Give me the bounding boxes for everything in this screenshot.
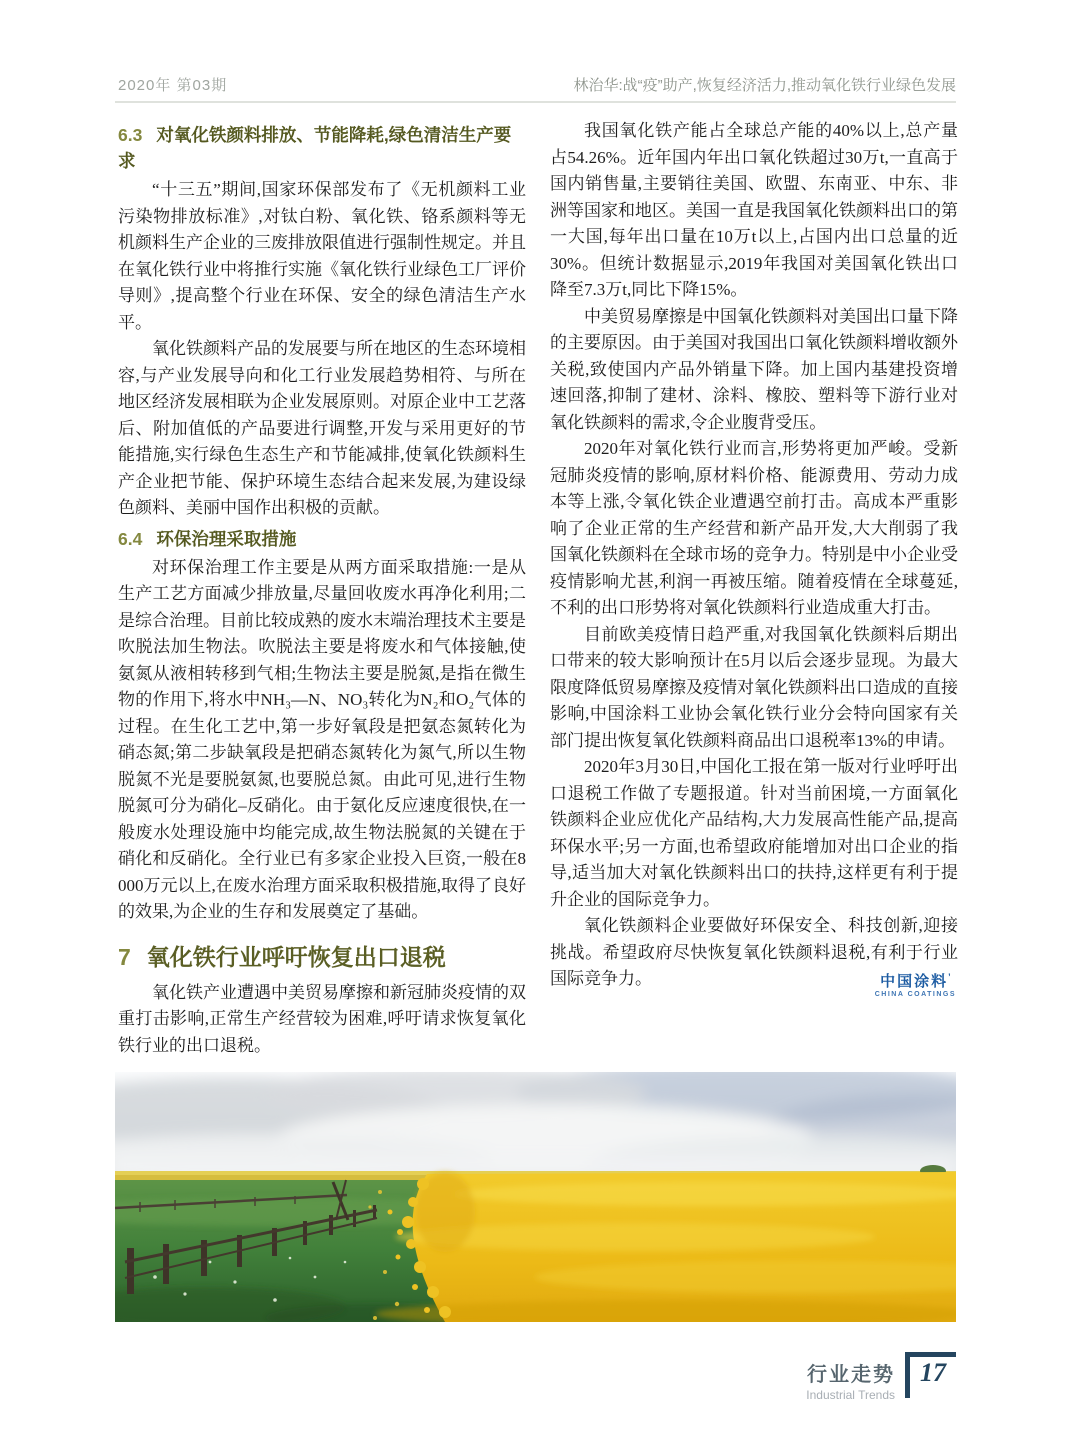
heading-title: 氧化铁行业呼吁恢复出口退税 <box>146 943 446 970</box>
heading-title: 对氧化铁颜料排放、节能降耗,绿色清洁生产要求 <box>118 125 512 171</box>
section-label <box>806 1358 895 1402</box>
running-title: 林治华:战“疫”助产,恢复经济活力,推动氧化铁行业绿色发展 <box>573 77 956 94</box>
paragraph: 目前欧美疫情日趋严重,对我国氧化铁颜料后期出口带来的较大影响预计在5月以后会逐步显现。为最大限度降低贸易摩擦及疫情对氧化铁颜料出口造成的直接影响,中国涂料工业协会氧化铁行业分会特向国家有关部门提出恢复氧化铁颜料商品出口退税率13%的申请。 <box>550 624 958 750</box>
heading-7 <box>118 942 526 972</box>
closing-paragraph-block <box>550 913 958 998</box>
paragraph: 氧化铁颜料企业要做好环保安全、科技创新,迎接挑战。希望政府尽快恢复氧化铁颜料退税,有利于行业国际竞争力。 <box>550 916 958 988</box>
header-divider <box>115 101 956 103</box>
right-column <box>550 118 958 1059</box>
china-coatings-logo <box>875 973 956 998</box>
heading-number: 6.3 <box>118 125 143 145</box>
paragraph: 我国氧化铁产能占全球总产能的40%以上,总产量占54.26%。近年国内年出口氧化铁超过30万t,一直高于国内销售量,主要销往美国、欧盟、东南亚、中东、非洲等国家和地区。美国一直是我国氧化铁颜料出口的第一大国,每年出口量在10万t以上,占国内出口总量的近30%。但统计数据显示,2019年我国对美国氧化铁出口降至7.3万t,同比下降15%。 <box>550 121 958 299</box>
field-photo <box>115 1072 956 1322</box>
heading-number: 7 <box>118 943 131 970</box>
logo-text-en: CHINA COATINGS <box>874 990 956 998</box>
paragraph: 氧化铁颜料产品的发展要与所在地区的生态环境相容,与产业发展导向和化工行业发展趋势相符、与所在地区经济发展相联为企业发展原则。对原企业中工艺落后、附加值低的产品要进行调整,开发与采用更好的节能措施,实行绿色生态生产和节能减排,使氧化铁颜料生产企业把节能、保护环境生态结合起来发展,为建设绿色颜料、美丽中国作出积极的贡献。 <box>118 339 526 517</box>
page-footer <box>115 1352 956 1402</box>
page-number-badge <box>905 1352 956 1398</box>
page-number: 17 <box>920 1358 946 1387</box>
heading-number: 6.4 <box>118 528 143 549</box>
heading-6-3 <box>118 122 526 174</box>
page-header <box>118 74 956 95</box>
paragraph: 2020年对氧化铁行业而言,形势将更加严峻。受新冠肺炎疫情的影响,原材料价格、能源费用、劳动力成本等上涨,令氧化铁企业遭遇空前打击。高成本严重影响了企业正常的生产经营和新产品开发,大大削弱了我国氧化铁颜料在全球市场的竞争力。特别是中小企业受疫情影响尤甚,利润一再被压缩。随着疫情在全球蔓延,不利的出口形势将对氧化铁颜料行业造成重大打击。 <box>550 439 958 617</box>
logo-text-cn: 中国涂料 <box>880 973 949 991</box>
paragraph: “十三五”期间,国家环保部发布了《无机颜料工业污染物排放标准》,对钛白粉、氧化铁、铬系颜料等无机颜料生产企业的三废排放限值进行强制性规定。并且在氧化铁行业中将推行实施《氧化铁行业绿色工厂评价导则》,提高整个行业在环保、安全的绿色清洁生产水平。 <box>118 180 526 332</box>
section-label-en: Industrial Trends <box>806 1388 895 1402</box>
article-body <box>118 118 958 1059</box>
issue-label: 2020年 第03期 <box>118 77 228 94</box>
left-column <box>118 118 526 1059</box>
rapeseed-field-illustration <box>115 1072 956 1322</box>
heading-title: 环保治理采取措施 <box>156 528 297 549</box>
paragraph: 中美贸易摩擦是中国氧化铁颜料对美国出口量下降的主要原因。由于美国对我国出口氧化铁颜料增收额外关税,致使国内产品外销量下降。加上国内基建投资增速回落,抑制了建材、涂料、橡胶、塑料等下游行业对氧化铁颜料的需求,令企业腹背受压。 <box>550 306 958 432</box>
heading-6-4 <box>118 526 526 552</box>
paragraph: 2020年3月30日,中国化工报在第一版对行业呼吁出口退税工作做了专题报道。针对当前困境,一方面氧化铁颜料企业应优化产品结构,大力发展高性能产品,提高环保水平;另一方面,也希望政府能增加对出口企业的指导,适当加大对氧化铁颜料出口的扶持,这样更有利于提升企业的国际竞争力。 <box>550 757 958 909</box>
paragraph: 氧化铁产业遭遇中美贸易摩擦和新冠肺炎疫情的双重打击影响,正常生产经营较为困难,呼吁请求恢复氧化铁行业的出口退税。 <box>118 982 526 1055</box>
paragraph: 对环保治理工作主要是从两方面采取措施:一是从生产工艺方面减少排放量,尽量回收废水再净化利用;二是综合治理。目前比较成熟的废水末端治理技术主要是吹脱法加生物法。吹脱法主要是将废水和气体接触,使氨氮从液相转移到气相;生物法主要是脱氮,是指在微生物的作用下,将水中NH₃—N、NO₃转化为N₂和O₂气体的过程。在生化工艺中,第一步好氧段是把氨态氮转化为硝态氮;第二步缺氧段是把硝态氮转化为氮气,所以生物脱氮不光是要脱氨氮,也要脱总氮。由此可见,进行生物脱氮可分为硝化–反硝化。由于氨化反应速度很快,在一般废水处理设施中均能完成,故生物法脱氮的关键在于硝化和反硝化。全行业已有多家企业投入巨资,一般在8 000万元以上,在废水治理方面采取积极措施,取得了良好的效果,为企业的生存和发展奠定了基础。 <box>118 557 526 921</box>
logo-trademark-icon: ’ <box>948 972 951 983</box>
section-label-cn: 行业走势 <box>807 1364 895 1386</box>
